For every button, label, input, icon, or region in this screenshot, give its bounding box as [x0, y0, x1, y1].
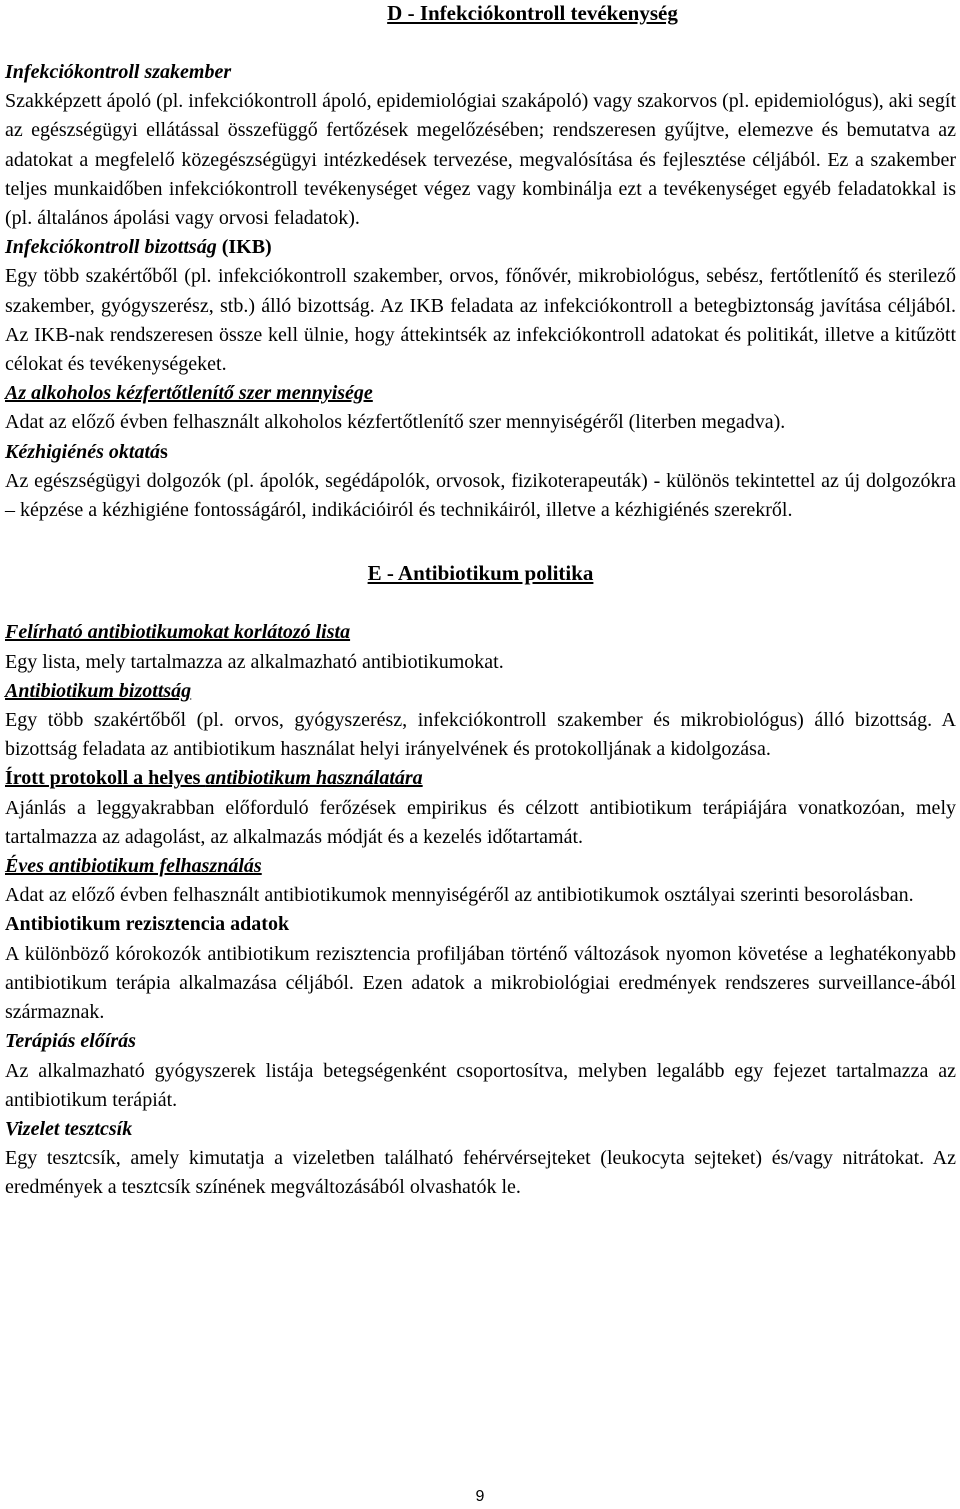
- definition-urine-test-strip: Egy tesztcsík, amely kimutatja a vizeletben található fehérvérsejteket (leukocyta sejteket) és/vagy nitrátokat. Az eredmények a tesztcsík színének megváltozásából olvashatók le.: [5, 1147, 956, 1199]
- definition-written-antibiotic-protocol: Ajánlás a leggyakrabban előforduló ferőzések empirikus és célzott antibiotikum terápiájára vonatkozóan, mely tartalmazza az adagolást, az alkalmazás módját és a kezelés időtartamát.: [5, 796, 956, 848]
- term-hand-hygiene-training: Kézhigiénés oktatás: [5, 440, 168, 463]
- term-therapeutic-prescription: Terápiás előírás: [5, 1030, 136, 1053]
- term-annual-antibiotic-use: Éves antibiotikum felhasználás: [5, 855, 262, 878]
- page-number: 9: [475, 1488, 485, 1505]
- section-d-body: [5, 58, 956, 525]
- definition-antibiotic-committee: Egy több szakértőből (pl. orvos, gyógyszerész, infekciókontroll szakember és mikrobiológus) álló bizottság. A bizottság feladata az antibiotikum használat helyi irányelvének és protokolljának a kidolgozása.: [5, 709, 956, 761]
- definition-restricted-antibiotics-list: Egy lista, mely tartalmazza az alkalmazható antibiotikumokat.: [5, 650, 504, 673]
- definition-hand-hygiene-training: Az egészségügyi dolgozók (pl. ápolók, segédápolók, orvosok, fizikoterapeuták) - különös tekintettel az új dolgozókra – képzése a kézhigiéne fontosságáról, indikációiról és technikáiról, illetve a kézhigiénés szerekről.: [5, 469, 956, 522]
- section-e-body: [5, 618, 956, 1202]
- term-antibiotic-resistance-data: Antibiotikum rezisztencia adatok: [5, 913, 290, 936]
- definition-therapeutic-prescription: Az alkalmazható gyógyszerek listája betegségenként csoportosítva, melyben legalább egy fejezet tartalmazza az antibiotikum terápiát.: [5, 1059, 956, 1111]
- document-page: [5, 0, 956, 1203]
- term-antibiotic-committee: Antibiotikum bizottság: [5, 679, 192, 702]
- definition-alcohol-hand-rub-quantity: Adat az előző évben felhasznált alkoholos kézfertőtlenítő szer mennyiségéről (literben megadva).: [5, 411, 786, 434]
- section-d-title: D - Infekciókontroll tevékenység: [387, 1, 678, 25]
- term-urine-test-strip: Vizelet tesztcsík: [5, 1117, 133, 1140]
- term-alcohol-hand-rub-quantity: Az alkoholos kézfertőtlenítő szer mennyisége: [5, 382, 373, 405]
- term-restricted-antibiotics-list: Felírható antibiotikumokat korlátozó lista: [5, 621, 351, 644]
- term-written-antibiotic-protocol: Írott protokoll a helyes antibiotikum használatára: [5, 767, 423, 790]
- term-infection-control-specialist: Infekciókontroll szakember: [5, 61, 232, 83]
- definition-infection-control-specialist: Szakképzett ápoló (pl. infekciókontroll ápoló, epidemiológiai szakápoló) vagy szakorvos (pl. epidemiológus), aki segít az egészségügyi ellátással összefüggő fertőzések megelőzésében; rendszeresen gyűjtve, elemezve és bemutatva az adatokat a megfelelő közegészségügyi intézkedések tervezése, megvalósítása és fejlesztése céljából. Ez a szakember teljes munkaidőben infekciókontroll tevékenységet végez vagy kombinálja ezt a tevékenységet egyéb feladatokkal is (pl. általános ápolási vagy orvosi feladatok).: [5, 90, 956, 230]
- definition-annual-antibiotic-use: Adat az előző évben felhasznált antibiotikumok mennyiségéről az antibiotikumok osztályai szerinti besorolásban.: [5, 884, 914, 907]
- definition-infection-control-committee: Egy több szakértőből (pl. infekciókontroll szakember, orvos, főnővér, mikrobiológus, sebész, fertőtlenítő és sterilező szakember, gyógyszerész, stb.) álló bizottság. Az IKB feladata az infekciókontroll a betegbiztonság javítása céljából. Az IKB-nak rendszeresen össze kell ülnie, hogy áttekintsék az infekciókontroll adatokat és politikát, illetve a kitűzött célokat és tevékenységeket.: [5, 265, 956, 376]
- section-e-title: E - Antibiotikum politika: [367, 561, 594, 586]
- definition-antibiotic-resistance-data: A különböző kórokozók antibiotikum rezisztencia profiljában történő változások nyomon követése a leghatékonyabb antibiotikum terápia alkalmazása céljából. Ezen adatok a mikrobiológiai eredmények rendszeres surveillance-ából származnak.: [5, 942, 956, 1024]
- term-infection-control-committee: Infekciókontroll bizottság (IKB): [5, 236, 272, 259]
